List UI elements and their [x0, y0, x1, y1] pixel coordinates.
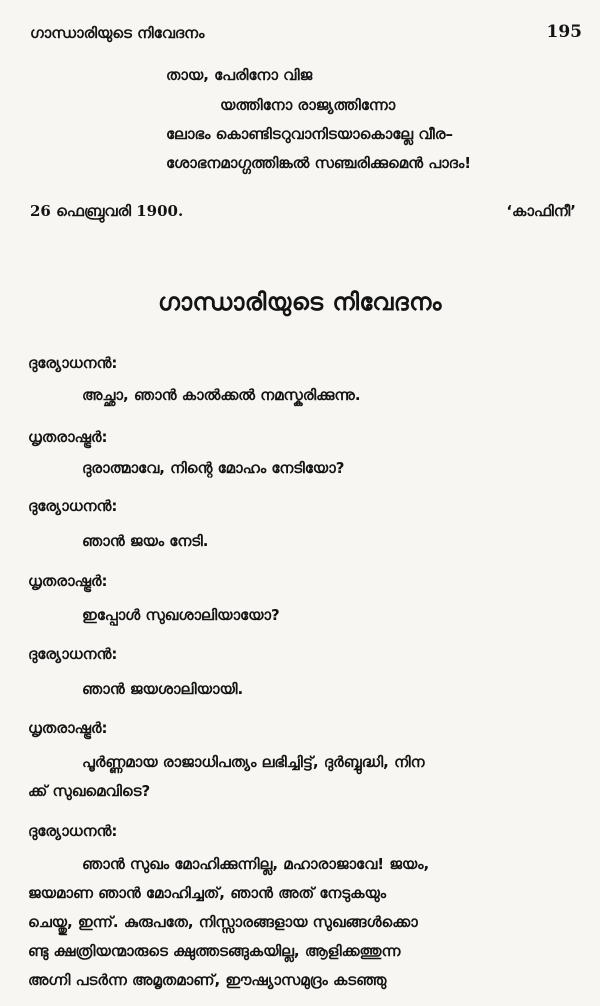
- poem-line: ശോഭനമാഗ്ഗത്തിങ്കൽ സഞ്ചരിക്കുമെൻ പാദം!: [166, 154, 472, 172]
- speech-line: ഇപ്പോൾ സുഖശാലിയായോ?: [82, 606, 280, 624]
- poem-line: തായ, പേരിനോ വിജ: [166, 66, 313, 84]
- speech-line: ഞാൻ ജയം നേടി.: [82, 532, 209, 550]
- speech-line: ക്ക് സുഖമെവിടെ?: [28, 782, 151, 800]
- page-number: 195: [546, 22, 582, 42]
- section-title: ഗാന്ധാരിയുടെ നിവേദനം: [158, 288, 442, 316]
- running-header-title: ഗാന്ധാരിയുടെ നിവേദനം: [30, 24, 205, 42]
- speaker-name: ദുര്യോധനൻ:: [28, 354, 118, 372]
- speaker-name: ധൃതരാഷ്ട്രർ:: [28, 572, 108, 590]
- speech-line: അച്ഛാ, ഞാൻ കാൽക്കൽ നമസ്കരിക്കുന്നു.: [82, 386, 361, 404]
- speech-line: ഞാൻ ജയശാലിയായി.: [82, 680, 244, 698]
- speech-line: ണ്ടു ക്ഷത്രിയന്മാരുടെ ക്ഷുത്തടങ്ങുകയില്ല, ആളിക്കത്തുന്ന: [28, 942, 401, 960]
- poem-date: 26 ഫെബ്രുവരി 1900.: [30, 202, 184, 220]
- speech-line: ദുരാത്മാവേ, നിന്റെ മോഹം നേടിയോ?: [82, 459, 345, 477]
- speech-line: പൂർണ്ണമായ രാജാധിപത്യം ലഭിച്ചിട്ട്, ദുർബ്ബുദ്ധി, നിന: [82, 753, 425, 771]
- speaker-name: ധൃതരാഷ്ട്രർ:: [28, 428, 108, 446]
- speech-line: ഞാൻ സുഖം മോഹിക്കുന്നില്ല, മഹാരാജാവേ! ജയം,: [82, 855, 430, 873]
- poem-line: ലോഭം കൊണ്ടിടറുവാനിടയാകൊല്ലേ വീര–: [166, 125, 453, 143]
- speaker-name: ദുര്യോധനൻ:: [28, 822, 118, 840]
- speaker-name: ദുര്യോധനൻ:: [28, 497, 118, 515]
- speaker-name: ദുര്യോധനൻ:: [28, 645, 118, 663]
- poem-line: യത്തിനോ രാജ്യത്തിന്നോ: [220, 96, 396, 114]
- poem-footer: [30, 202, 576, 224]
- speaker-name: ധൃതരാഷ്ട്രർ:: [28, 719, 108, 737]
- poem-signature: ‘കാഫിനീ’: [506, 202, 576, 220]
- speech-line: അഗ്നി പടർന്ന അമൃതമാണ്, ഈഷ്യാസമുദ്രം കടഞ്ഞു: [28, 971, 387, 989]
- speech-line: ചെയ്തു, ഇന്ന്. കുരുപതേ, നിസ്സാരങ്ങളായ സുഖങ്ങൾക്കൊ: [28, 913, 418, 931]
- speech-line: ജയമാണ ഞാൻ മോഹിച്ചത്, ഞാൻ അത് നേടുകയും: [28, 884, 387, 902]
